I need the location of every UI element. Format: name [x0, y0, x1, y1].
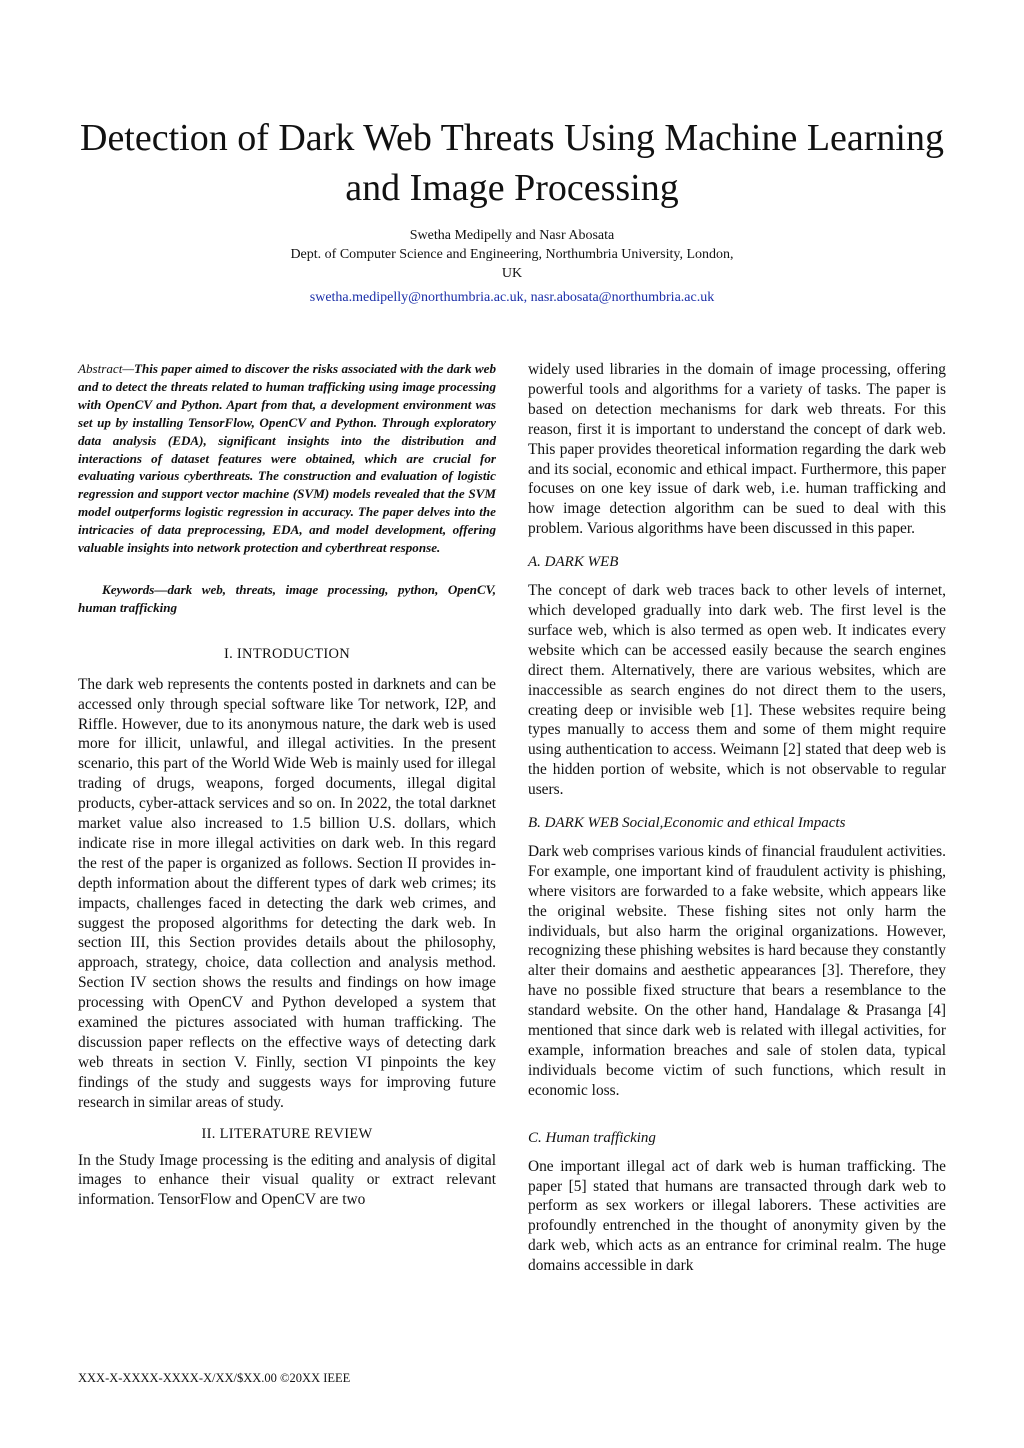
- section-heading-literature-review: II. LITERATURE REVIEW: [201, 1125, 373, 1142]
- author-affiliation: Dept. of Computer Science and Engineering, Northumbria University, London, UK: [290, 247, 734, 281]
- section-heading-introduction: I. INTRODUCTION: [223, 645, 351, 662]
- left-column: [78, 360, 496, 1210]
- abstract-label: Abstract—: [78, 361, 135, 376]
- paper-title: Detection of Dark Web Threats Using Machine Learning and Image Processing: [80, 117, 944, 209]
- human-trafficking-text: One important illegal act of dark web is human trafficking. The paper [5] stated that humans are transacted through dark web to perform as sex workers or illegal laborers. These activities are profoundly entrenched in the thought of anonymity given by the dark web, which acts as an entrance for criminal realm. The huge domains accessible in dark: [528, 1157, 946, 1275]
- introduction-text: The dark web represents the contents posted in darknets and can be accessed only through special software like Tor network, I2P, and Riffle. However, due to its anonymous nature, the dark web is used more for illicit, unlawful, and illegal activities. In the present scenario, this part of the World Wide Web is mainly used for illegal trading of drugs, weapons, forged documents, illegal digital products, cyber-attack services and so on. In 2022, the total darknet market value also increased to 1.5 billion U.S. dollars, which indicate rise in more illegal activities on dark web. In this regard the rest of the paper is organized as follows. Section II provides in-depth information about the different types of dark web crimes; its impacts, challenges faced in detecting the dark web crimes, and suggest the proposed algorithms for detecting the dark web. In section III, this Section provides details about the philosophy, approach, strategy, choice, data collection and analysis method. Section IV section shows the results and findings on how image processing with OpenCV and Python developed a system that examined the pictures associated with human trafficking. The discussion paper reflects on the effective ways of detecting dark web threats in section V. Finlly, section VI pinpoints the key findings of the study and suggests ways for improving future research in similar areas of study.: [78, 675, 496, 1111]
- author-emails[interactable]: swetha.medipelly@northumbria.ac.uk, nasr.abosata@northumbria.ac.uk: [309, 290, 715, 305]
- literature-review-text: In the Study Image processing is the editing and analysis of digital images to enhance their visual quality or extract relevant information. TensorFlow and OpenCV are two: [78, 1151, 496, 1209]
- right-column: [528, 360, 946, 1276]
- author-block: [112, 226, 912, 283]
- subsection-heading-impacts: B. DARK WEB Social,Economic and ethical Impacts: [528, 815, 846, 832]
- subsection-heading-dark-web: A. DARK WEB: [528, 554, 619, 571]
- subsection-heading-human-trafficking: C. Human trafficking: [528, 1129, 656, 1146]
- abstract-text: This paper aimed to discover the risks associated with the dark web and to detect the threats related to human trafficking using image processing with OpenCV and Python. Apart from that, a development environment was set up by installing TensorFlow, OpenCV and Python. Through exploratory data analysis (EDA), significant insights into the distribution and interactions of dataset features were obtained, which are crucial for evaluating various cyberthreats. The construction and evaluation of logistic regression and support vector machine (SVM) models revealed that the SVM model outperforms logistic regression in accuracy. The paper delves into the intricacies of data preprocessing, EDA, and model development, offering valuable insights into network protection and cyberthreat response.: [78, 361, 496, 556]
- impacts-text: Dark web comprises various kinds of financial fraudulent activities. For example, one important kind of fraudulent activity is phishing, where visitors are forwarded to a fake website, which appears like the original website. These fishing sites not only harm the individuals, but also harm the original organizations. However, recognizing these phishing websites is hard because they constantly alter their domains and aesthetic appearances [3]. Therefore, they have no possible fixed structure that bears a resemblance to the standard website. On the other hand, Handalage & Prasanga [4] mentioned that since dark web is related with illegal activities, for example, information breaches and sale of stolen data, typical individuals become victim of such functions, which result in economic loss.: [528, 842, 946, 1099]
- author-names: Swetha Medipelly and Nasr Abosata: [409, 228, 615, 243]
- dark-web-text: The concept of dark web traces back to other levels of internet, which developed gradually into dark web. The first level is the surface web, which is also termed as open web. It indicates every website which can be accessed easily because the search engines direct them. Alternatively, there are various websites, which are inaccessible as search engines do not direct them to the users, creating deep or invisible web [1]. These websites require being types manually to access them and some of them might require using authentication to access. Weimann [2] stated that deep web is the hidden portion of website, which is not observable to regular users.: [528, 582, 946, 799]
- keywords: Keywords—dark web, threats, image processing, python, OpenCV, human trafficking: [78, 581, 496, 615]
- right-intro-text: widely used libraries in the domain of image processing, offering powerful tools and algorithms for a variety of tasks. The paper is based on detection mechanisms for dark web threats. For this reason, first it is important to understand the concept of dark web. This paper provides theoretical information regarding the dark web and its social, economic and ethical impact. Furthermore, this paper focuses on one key issue of dark web, i.e. human trafficking and how image detection algorithm can be sued to deal with this problem. Various algorithms have been discussed in this paper.: [528, 361, 946, 538]
- copyright-footer: XXX-X-XXXX-XXXX-X/XX/$XX.00 ©20XX IEEE: [78, 1371, 351, 1385]
- abstract: [78, 360, 496, 557]
